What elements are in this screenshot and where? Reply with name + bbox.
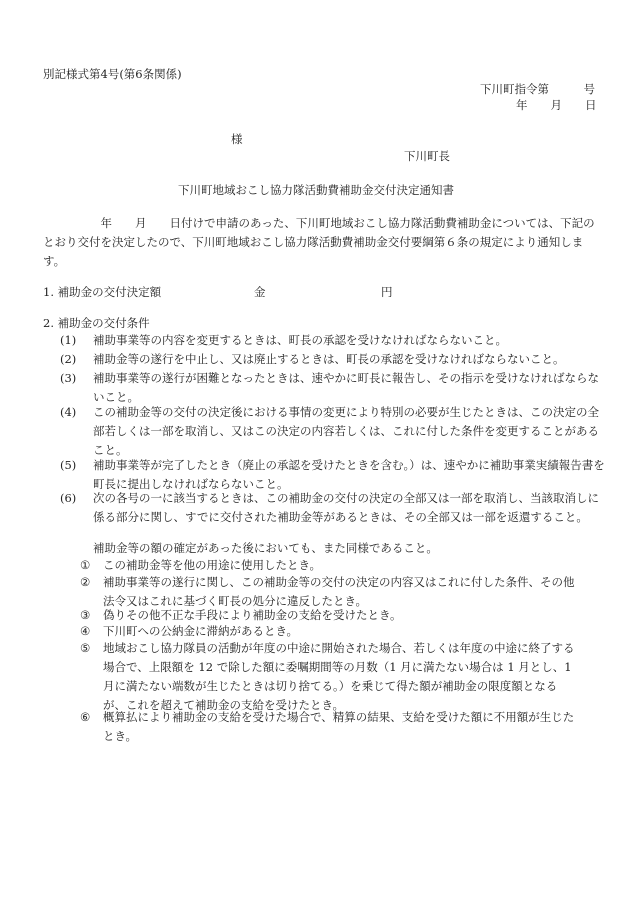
sub-item-text: 下川町への公納金に滞納があるとき。	[103, 624, 299, 638]
item-number: (5)	[60, 458, 77, 472]
amount-kin: 金	[254, 285, 266, 299]
item-number: (4)	[60, 405, 77, 419]
section2-label: 2. 補助金の交付条件	[43, 316, 150, 330]
amount-yen: 円	[381, 285, 393, 299]
issue-date: 年 月 日	[516, 98, 597, 112]
condition-item	[60, 403, 606, 460]
sub-item-number: ①	[80, 558, 91, 572]
sender-name: 下川町長	[404, 149, 450, 163]
document-title: 下川町地域おこし協力隊活動費補助金交付決定通知書	[178, 183, 454, 197]
condition-item	[60, 350, 606, 369]
item-text: 補助事業等の内容を変更するときは、町長の承認を受けなければならないこと。	[93, 333, 507, 347]
item-text: 補助事業等が完了したとき（廃止の承認を受けたときを含む。）は、速やかに補助事業実績報告書を町長に提出しなければならないこと。	[93, 458, 605, 491]
item-text: 補助金等の遂行を中止し、又は廃止するときは、町長の承認を受けなければならないこと。	[93, 352, 565, 366]
sub-item-text: 偽りその他不正な手段により補助金の支給を受けたとき。	[103, 608, 402, 622]
sub-item-text: 補助事業等の遂行に関し、この補助金等の交付の決定の内容又はこれに付した条件、その他法令又はこれに基づく町長の処分に違反したとき。	[103, 575, 575, 608]
order-number: 下川町指令第 号	[480, 82, 595, 96]
item6-note: 補助金等の額の確定があった後においても、また同様であること。	[93, 541, 438, 555]
form-label: 別記様式第4号(第6条関係)	[43, 67, 182, 81]
sub-item-text: 概算払により補助金の支給を受けた場合で、精算の結果、支給を受けた額に不用額が生じたとき。	[103, 710, 575, 743]
condition-item	[60, 489, 606, 527]
sub-item-number: ④	[80, 624, 91, 638]
sub-item-number: ⑥	[80, 710, 91, 724]
intro-paragraph: 年 月 日付けで申請のあった、下川町地域おこし協力隊活動費補助金については、下記のとおり交付を決定したので、下川町地域おこし協力隊活動費補助金交付要綱第６条の規定により通知します。	[43, 216, 595, 268]
sub-item-text: 地域おこし協力隊員の活動が年度の中途に開始された場合、若しくは年度の中途に終了する場合で、上限額を 12 で除した額に委嘱期間等の月数（1 月に満たない場合は 1 月とし、1 月に満たない端数が生じたときは切り捨てる。）を乗じて得た額が補助金の限度額となるが、これを超えて補助金の支給を受けたとき。	[103, 641, 575, 712]
sub-item-text: この補助金等を他の用途に使用したとき。	[103, 558, 322, 572]
condition-item	[60, 369, 606, 407]
sub-item-number: ⑤	[80, 641, 91, 655]
addressee-sama: 様	[231, 132, 243, 146]
sub-item-number: ②	[80, 575, 91, 589]
item-number: (6)	[60, 491, 77, 505]
condition-item	[60, 331, 606, 350]
item-number: (1)	[60, 333, 77, 347]
sub-item-number: ③	[80, 608, 91, 622]
item-number: (3)	[60, 371, 77, 385]
item-text: 次の各号の一に該当するときは、この補助金の交付の決定の全部又は一部を取消し、当該取消しに係る部分に関し、すでに交付された補助金等があるときは、その全部又は一部を返還すること。	[93, 491, 599, 524]
item-number: (2)	[60, 352, 77, 366]
sub-item	[80, 639, 580, 715]
item-text: この補助金等の交付の決定後における事情の変更により特別の必要が生じたときは、この決定の全部若しくは一部を取消し、又はこの決定の内容若しくは、これに付した条件を変更することがあること。	[93, 405, 599, 457]
section1-label: 1. 補助金の交付決定額	[43, 285, 162, 299]
item-text: 補助事業等の遂行が困難となったときは、速やかに町長に報告し、その指示を受けなければならないこと。	[93, 371, 599, 404]
sub-item	[80, 708, 580, 746]
